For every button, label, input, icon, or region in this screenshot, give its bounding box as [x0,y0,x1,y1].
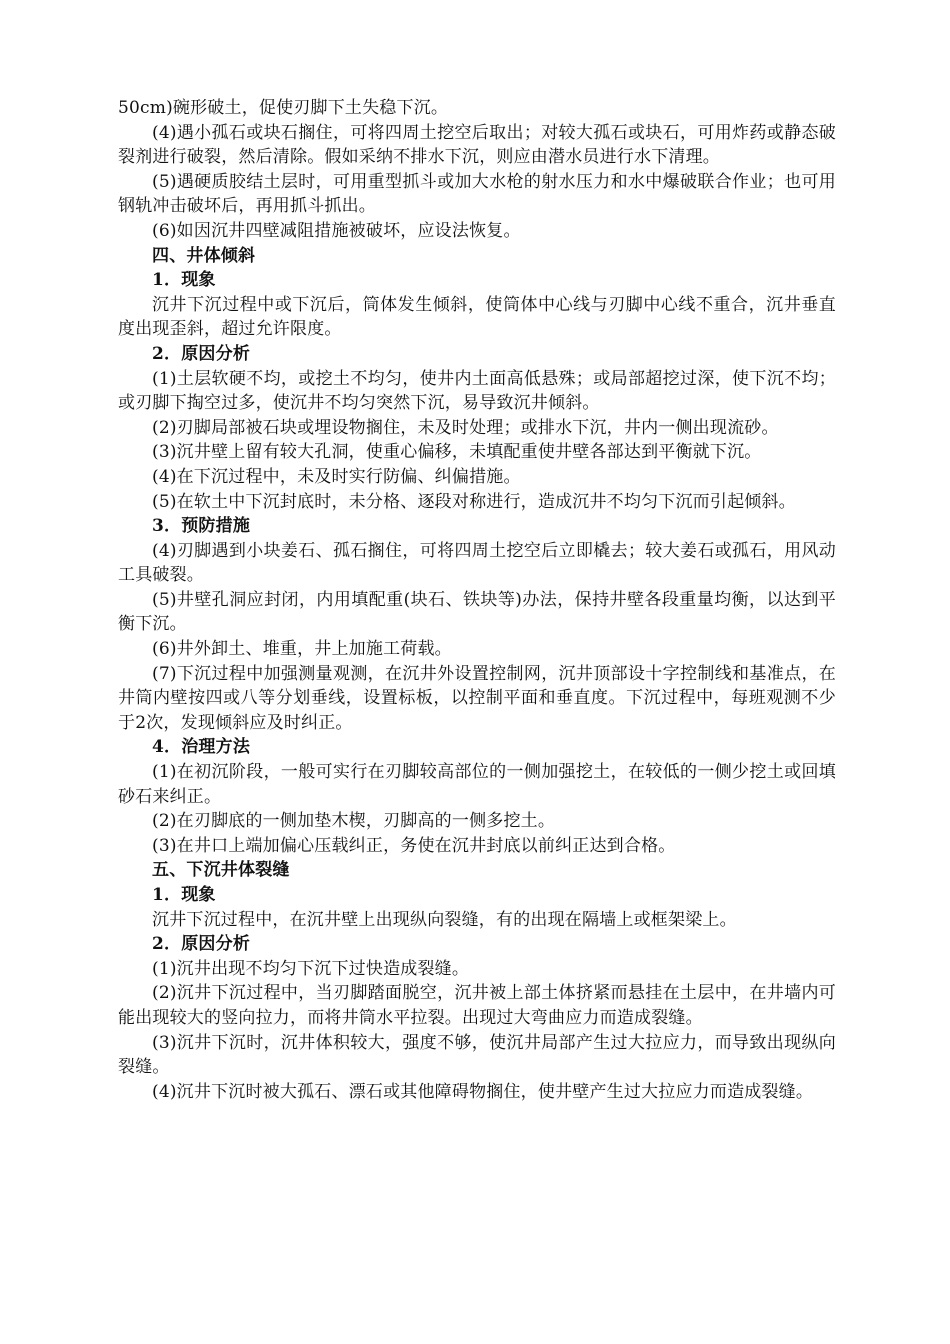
paragraph-continuation: 50cm)碗形破土，促使刃脚下土失稳下沉。 [118,98,449,118]
paragraph: (3)沉井下沉时，沉井体积较大，强度不够，使沉井局部产生过大拉应力，而导致出现纵向裂缝。 [118,1032,836,1078]
paragraph: (6)如因沉井四壁减阻措施被破坏，应设法恢复。 [152,220,521,241]
section-heading: 1．现象 [152,885,216,905]
paragraph: (1)沉井出现不均匀下沉下过快造成裂缝。 [152,958,470,979]
section-heading: 四、井体倾斜 [152,245,256,266]
section-heading: 2．原因分析 [152,934,251,955]
paragraph: (3)沉井壁上留有较大孔洞，使重心偏移，未填配重使井壁各部达到平衡就下沉。 [152,442,762,463]
paragraph: 沉井下沉过程中，在沉井壁上出现纵向裂缝，有的出现在隔墙上或框架梁上。 [152,909,737,930]
paragraph: (3)在井口上端加偏心压载纠正，务使在沉井封底以前纠正达到合格。 [152,835,676,856]
paragraph: (4)刃脚遇到小块姜石、孤石搁住，可将四周土挖空后立即橇去；较大姜石或孤石，用风动工具破裂。 [118,540,836,586]
section-heading: 五、下沉井体裂缝 [152,860,290,881]
paragraph: 沉井下沉过程中或下沉后，筒体发生倾斜，使筒体中心线与刃脚中心线不重合，沉井垂直度出现歪斜，超过允许限度。 [118,294,836,340]
paragraph: (5)井壁孔洞应封闭，内用填配重(块石、铁块等)办法，保持井壁各段重量均衡，以达到平衡下沉。 [118,589,836,635]
section-heading: 4．治理方法 [152,737,251,758]
paragraph: (5)遇硬质胶结土层时，可用重型抓斗或加大水枪的射水压力和水中爆破联合作业；也可用钢轨冲击破坏后，再用抓斗抓出。 [118,171,836,217]
paragraph: (5)在软土中下沉封底时，未分格、逐段对称进行，造成沉井不均匀下沉而引起倾斜。 [152,491,796,512]
paragraph: (6)井外卸土、堆重，井上加施工荷载。 [152,639,452,660]
section-heading: 3．预防措施 [152,516,251,537]
section-heading: 2．原因分析 [152,343,251,364]
paragraph: (4)遇小孤石或块石搁住，可将四周土挖空后取出；对较大孤石或块石，可用炸药或静态破裂剂进行破裂，然后清除。假如采纳不排水下沉，则应由潜水员进行水下清理。 [118,122,836,168]
paragraph: (2)刃脚局部被石块或埋设物搁住，未及时处理；或排水下沉，井内一侧出现流砂。 [152,417,779,438]
paragraph: (4)沉井下沉时被大孤石、漂石或其他障碍物搁住，使井壁产生过大拉应力而造成裂缝。 [152,1081,814,1102]
paragraph: (1)在初沉阶段，一般可实行在刃脚较高部位的一侧加强挖土，在较低的一侧少挖土或回填砂石来纠正。 [118,762,836,807]
paragraph: (7)下沉过程中加强测量观测，在沉井外设置控制网，沉井顶部设十字控制线和基准点，在井筒内壁按四或八等分划垂线，设置标板，以控制平面和垂直度。下沉过程中，每班观测不少于2次，发现倾斜应及时纠正。 [118,663,836,733]
paragraph: (2)在刃脚底的一侧加垫木楔，刃脚高的一侧多挖土。 [152,811,556,832]
paragraph: (1)土层软硬不均，或挖土不均匀，使井内土面高低悬殊；或局部超挖过深，使下沉不均；或刃脚下掏空过多，使沉井不均匀突然下沉，易导致沉井倾斜。 [118,368,836,414]
paragraph: (2)沉井下沉过程中，当刃脚踏面脱空，沉井被上部土体挤紧而悬挂在土层中，在井墙内可能出现较大的竖向拉力，而将井筒水平拉裂。出现过大弯曲应力而造成裂缝。 [118,983,836,1028]
paragraph: (4)在下沉过程中，未及时实行防偏、纠偏措施。 [152,466,521,487]
document-body [118,96,836,1104]
section-heading: 1．现象 [152,270,216,291]
